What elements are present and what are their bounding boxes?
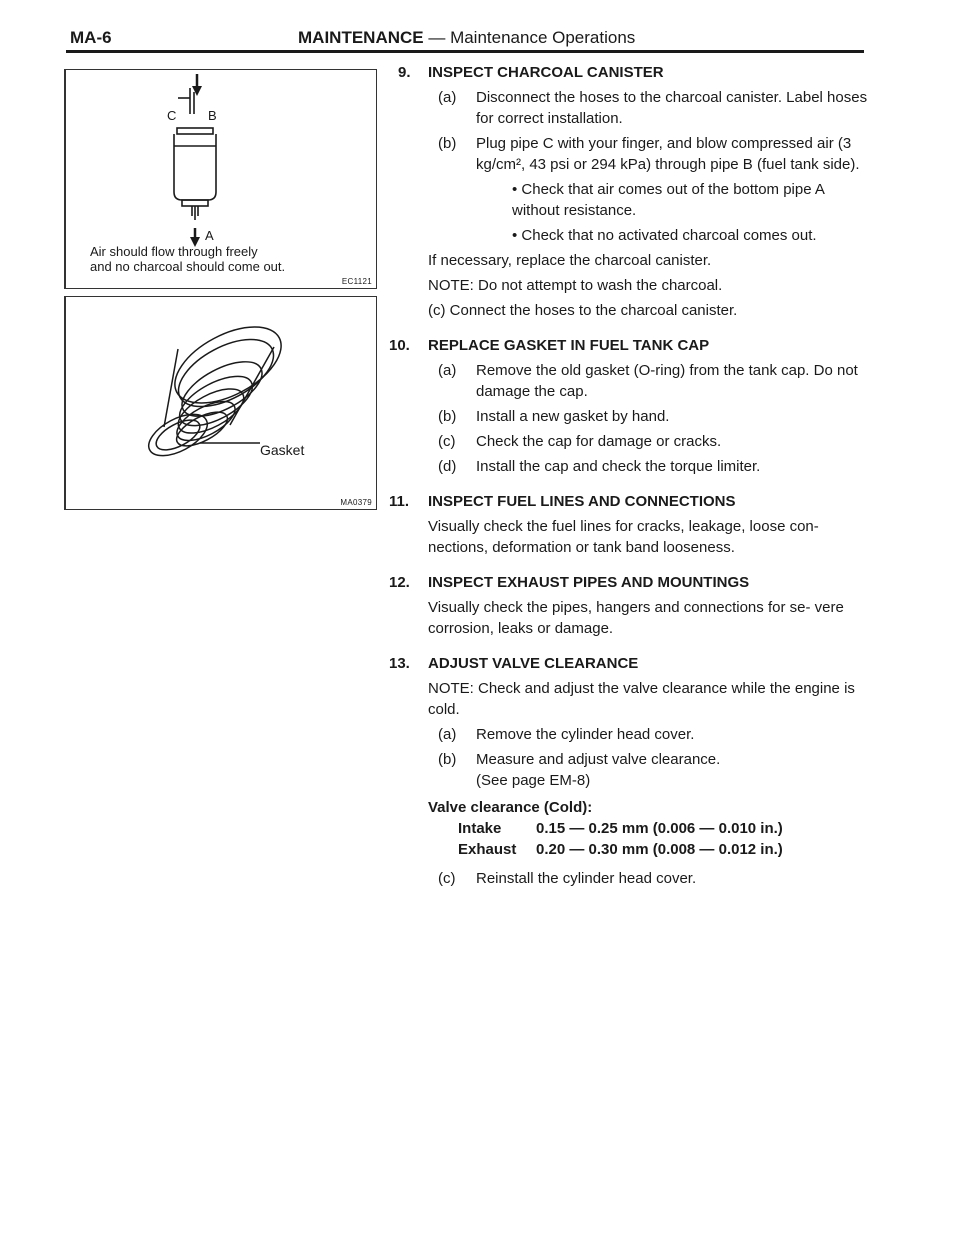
procedure-text [389,62,868,903]
spec-title: Valve clearance (Cold): [428,799,593,816]
tank-cap-figure [64,296,377,510]
paragraph: (c) Connect the hoses to the charcoal canister. [428,302,738,319]
section-name: MAINTENANCE [298,28,424,47]
step-11 [389,491,868,558]
header-rule [66,50,864,53]
spec-label: Exhaust [458,841,517,858]
step-number: 11. [389,493,410,510]
pipe-c-label: C [167,108,177,123]
substep [438,133,868,175]
step-number: 9. [398,64,411,81]
caption-line: and no charcoal should come out. [90,259,286,274]
pipe-b-label: B [208,108,217,123]
step-title: INSPECT CHARCOAL CANISTER [428,64,664,81]
substep [438,456,868,477]
substep-index: (c) [438,433,456,450]
substep-text: Check the cap for damage or cracks. [476,433,722,450]
pipe-a-label: A [205,228,214,243]
substep-index: (a) [438,362,457,379]
figure-caption [90,244,285,274]
substep-index: (d) [438,458,457,475]
step-number: 13. [389,655,410,672]
substep-index: (b) [438,408,457,425]
gasket-label: Gasket [260,442,305,458]
substep-text: Disconnect the hoses to the charcoal canister. Label hoses for correct installation. [476,89,868,127]
paragraph: Visually check the pipes, hangers and connections for se- vere corrosion, leaks or damage. [428,599,844,637]
substep [438,87,868,129]
substep-text: Install a new gasket by hand. [476,408,670,425]
step-12 [389,572,868,639]
substep [438,406,868,427]
substep-index: (a) [438,726,457,743]
step-title: ADJUST VALVE CLEARANCE [428,655,639,672]
spec-value: 0.20 — 0.30 mm (0.008 — 0.012 in.) [536,841,783,858]
substep-index: (b) [438,135,457,152]
step-13 [389,653,868,889]
substep-text: Measure and adjust valve clearance. [476,751,721,768]
spec-row-intake [428,818,868,839]
section-title [298,28,635,48]
substep [438,868,868,889]
substep-index: (b) [438,751,457,768]
figure-code: MA0379 [340,498,372,507]
substep [438,360,868,402]
substep-text: Remove the old gasket (O-ring) from the tank cap. Do not damage the cap. [476,362,858,400]
check-bullet: • Check that air comes out of the bottom pipe A without resistance. [512,181,825,219]
page-header [0,0,960,52]
substep-text: Plug pipe C with your finger, and blow compressed air (3 kg/cm², 43 psi or 294 kPa) through pipe B (fuel tank side). [476,135,860,173]
figure-code: EC1121 [341,277,372,286]
spec-row-exhaust [428,839,868,860]
step-10 [389,335,868,477]
step-title: INSPECT FUEL LINES AND CONNECTIONS [428,493,736,510]
step-number: 12. [389,574,410,591]
spec-value: 0.15 — 0.25 mm (0.006 — 0.010 in.) [536,820,783,837]
substep [438,431,868,452]
canister-figure [64,69,377,289]
page-number: MA-6 [70,28,112,47]
substep-index: (c) [438,870,456,887]
spec-label: Intake [458,820,502,837]
substep-text: Remove the cylinder head cover. [476,726,695,743]
substep-index: (a) [438,89,457,106]
note: NOTE: Check and adjust the valve clearance while the engine is cold. [428,680,855,718]
check-bullet: • Check that no activated charcoal comes out. [512,227,817,244]
paragraph: If necessary, replace the charcoal canister. [428,252,712,269]
step-title: INSPECT EXHAUST PIPES AND MOUNTINGS [428,574,750,591]
page-reference: (See page EM-8) [476,772,591,789]
step-number: 10. [389,337,410,354]
substep-text: Reinstall the cylinder head cover. [476,870,697,887]
substep-text: Install the cap and check the torque limiter. [476,458,761,475]
substep [438,749,868,791]
step-9 [398,62,868,321]
paragraph: Visually check the fuel lines for cracks, leakage, loose con- nections, deformation or tank band looseness. [428,518,819,556]
substep [438,724,868,745]
caption-line: Air should flow through freely [90,244,258,259]
tank-cap-diagram [66,297,376,509]
subsection-name: — Maintenance Operations [428,28,636,47]
note: NOTE: Do not attempt to wash the charcoal. [428,277,723,294]
valve-clearance-spec [428,797,868,860]
step-title: REPLACE GASKET IN FUEL TANK CAP [428,337,710,354]
